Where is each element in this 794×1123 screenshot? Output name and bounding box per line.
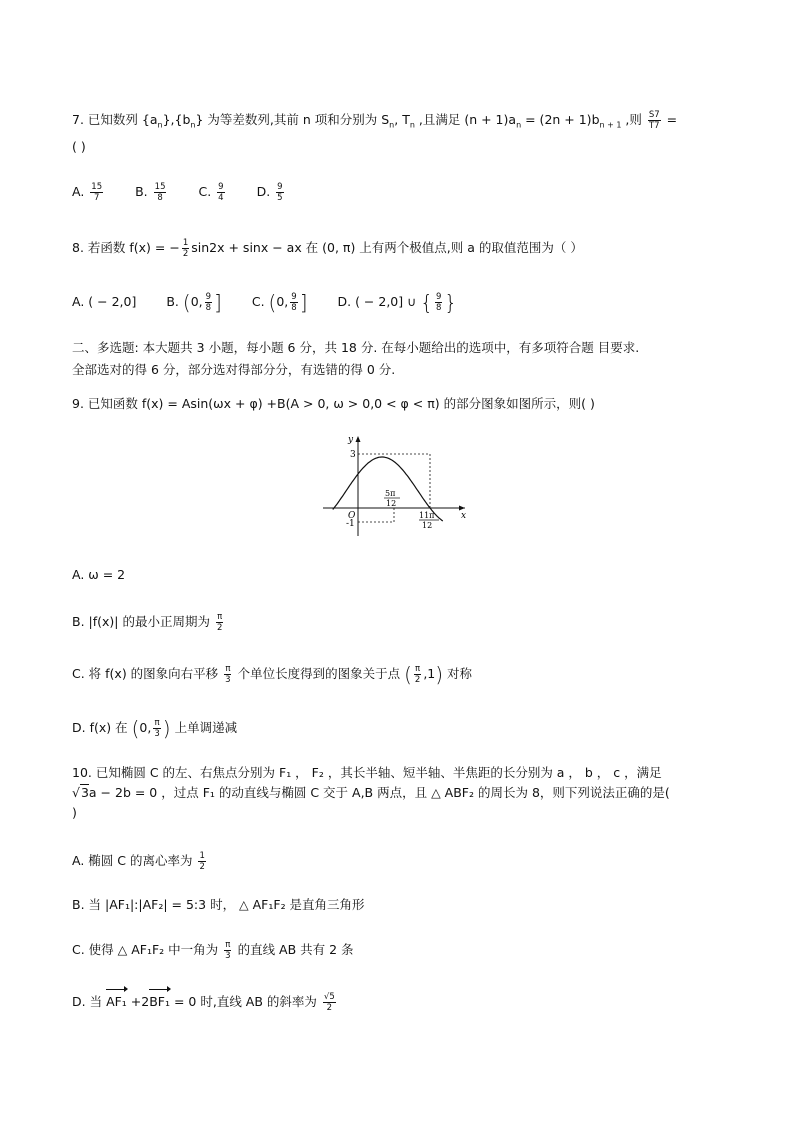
q10-stem-line-2: √3a − 2b = 0 ，过点 F₁ 的动直线与椭圆 C 交于 A,B 两点，且 △ ABF₂ 的周长为 8，则下列说法正确的是( [72,785,670,800]
q8-options [72,292,483,313]
q10-option-a[interactable]: A. 椭圆 C 的离心率为 $\frac{1}{2}$ [72,851,205,872]
q10-stem-line-3: ) [72,805,77,820]
q8-stem: 8. 若函数 f(x) = − $\frac{1}{2}$ sin2x + sinx − ax 在 (0, π) 上有两个极值点,则 a 的取值范围为（ ） [72,238,583,259]
y-axis-arrow-icon [356,436,361,442]
q9-option-b[interactable]: B. |f(x)| 的最小正周期为 $\frac{\pi}{2}$ [72,612,223,633]
q9-option-a[interactable]: A. ω = 2 [72,567,126,582]
y-min-label: -1 [346,519,355,529]
q9-option-d[interactable]: D. f(x) 在 (0, $\frac{\pi}{3}$ ) 上单调递减 [72,716,238,741]
y-max-label: 3 [350,450,356,460]
q9-stem: 9. 已知函数 f(x) = Asin(ωx + φ) +B(A > 0, ω > 0,0 < φ < π) 的部分图象如图所示，则( ) [72,396,595,411]
q7-stem: 7. 已知数列 $\{a_n\},\{b_n\}$ 为等差数列,其前 n 项和分别为 $S_n$, $T_n$ ,且满足 $(n + 1)a_n = (2n + 1)b_{n + 1}$ ,则 $\frac{S7}{T7}$ = [72,110,678,131]
q7-option-b[interactable]: B. $\frac{15}{8}$ [135,182,166,203]
q7-option-c[interactable]: C. $\frac{9}{4}$ [198,182,224,203]
x1-den-label: 12 [386,499,397,508]
q8-option-d[interactable]: D. ( − 2,0] ∪ { $\frac{9}{8}$ } [337,290,458,315]
q9-function-graph [320,432,470,540]
q8-option-a[interactable]: A. ( − 2,0] [72,294,137,309]
q7-answer-paren: ( ) [72,139,86,154]
s7-over-t7: $\frac{S7}{T7}$ [648,110,660,131]
q10-option-c[interactable]: C. 使得 △ AF₁F₂ 中一角为 $\frac{\pi}{3}$ 的直线 AB 共有 2 条 [72,940,354,961]
q8-option-c[interactable]: C. (0, $\frac{9}{8}$ ] [251,290,308,315]
x2-den-label: 12 [422,521,433,530]
section-2-heading: 二、多选题: 本大题共 3 小题，每小题 6 分，共 18 分. 在每小题给出的选项中，有多项符合题 目要求. [72,340,640,355]
x-axis-arrow-icon [459,506,465,511]
y-axis-label: y [348,435,354,445]
x-axis-label: x [461,511,467,521]
q7-option-d[interactable]: D. $\frac{9}{5}$ [256,182,283,203]
q7-options [72,182,312,203]
q10-option-d[interactable]: D. 当 AF₁ +2BF₁ = 0 时,直线 AB 的斜率为 $\frac{√5}{2}$ [72,992,335,1013]
q9-option-c[interactable]: C. 将 f(x) 的图象向右平移 $\frac{\pi}{3}$ 个单位长度得到的图象关于点 ( $\frac{\pi}{2}$ ,1) 对称 [72,662,473,687]
q10-stem-line-1: 10. 已知椭圆 C 的左、右焦点分别为 F₁ ， F₂ ，其长半轴、短半轴、半焦距的长分别为 a ， b ， c ，满足 [72,765,662,780]
x2-num-label: 11π [419,511,435,520]
q7-option-a[interactable]: A. $\frac{15}{7}$ [72,182,103,203]
q8-option-b[interactable]: B. (0, $\frac{9}{8}$ ] [166,290,222,315]
x1-num-label: 5π [385,489,396,498]
q10-option-b[interactable]: B. 当 |AF₁|:|AF₂| = 5:3 时， △ AF₁F₂ 是直角三角形 [72,897,365,912]
origin-label: O [348,511,356,521]
section-2-instructions: 全部选对的得 6 分，部分选对得部分分，有选错的得 0 分. [72,362,396,377]
